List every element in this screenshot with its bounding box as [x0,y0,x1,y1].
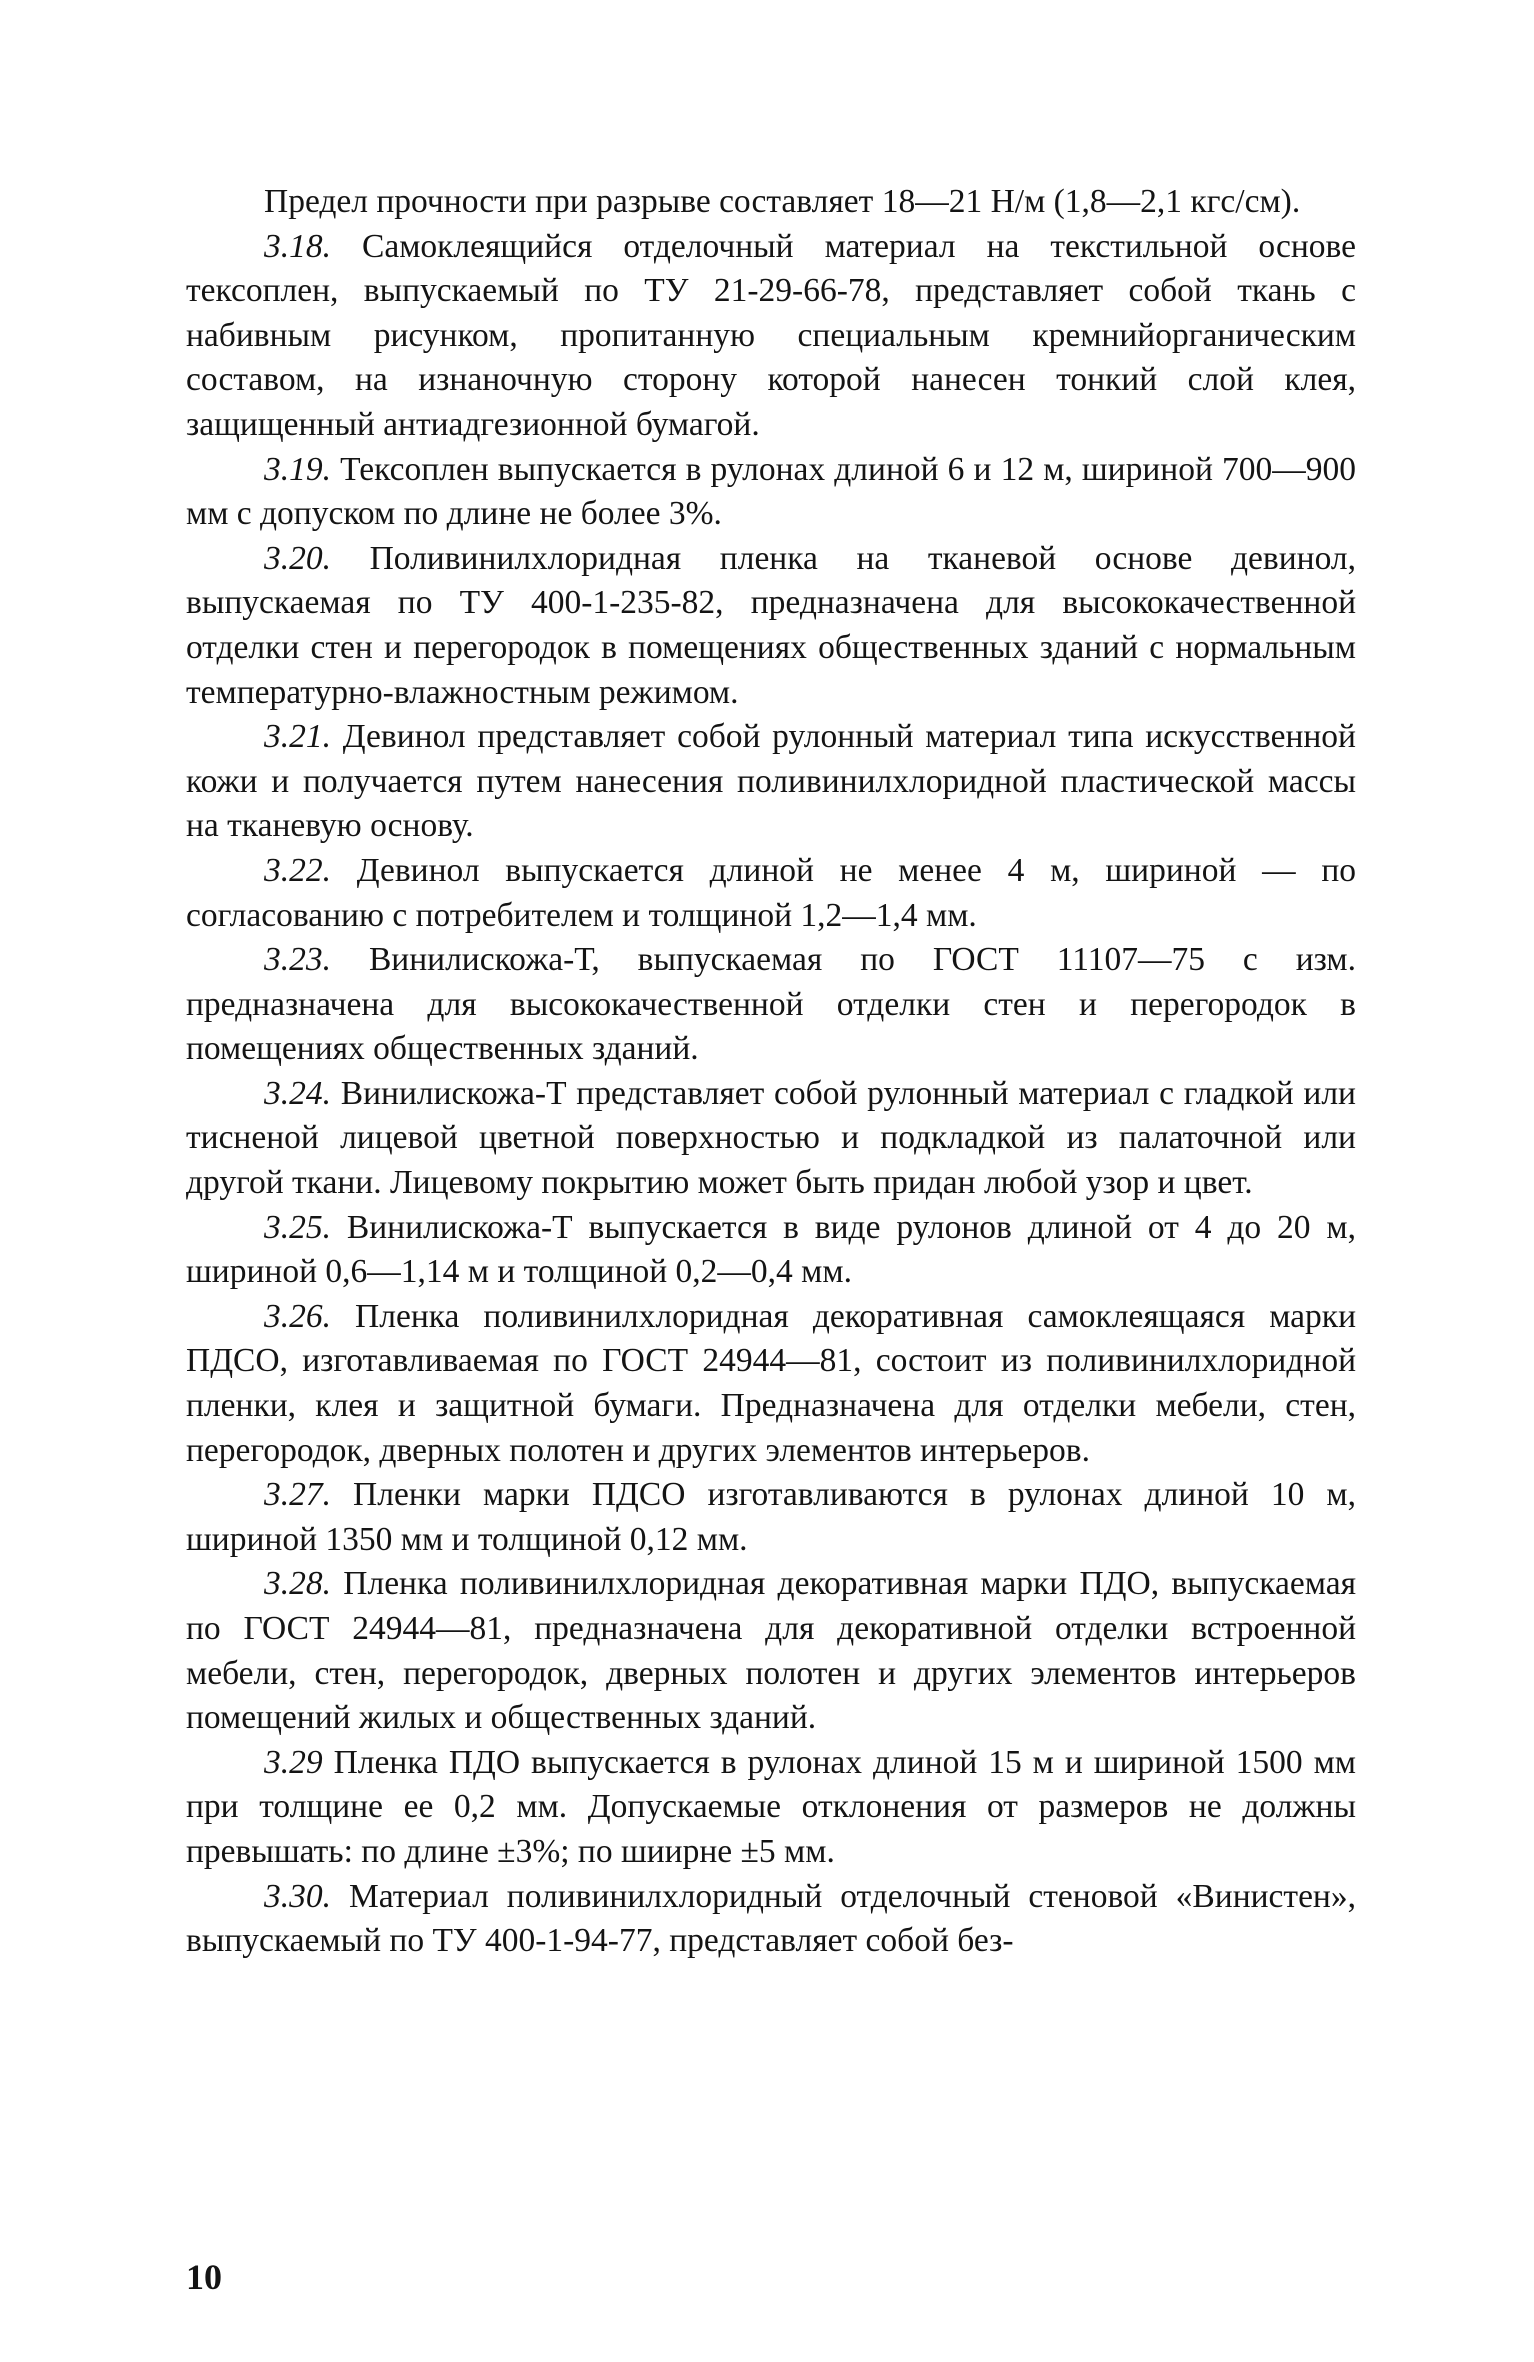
clause-number: 3.27. [264,1476,331,1514]
paragraph-3-22 [186,849,1356,938]
clause-number: 3.21. [264,718,331,756]
clause-number: 3.29 [264,1743,323,1781]
clause-number: 3.28. [264,1565,331,1603]
paragraph-text: Винилискожа-Т, выпускаемая по ГОСТ 11107—75 с изм. предназначена для высококачественной отделки стен и перегородок в помещениях общественных зданий. [186,941,1356,1068]
clause-number: 3.19. [264,450,331,488]
paragraph-text: Девинол выпускается длиной не менее 4 м, шириной — по согласованию с потребителем и толщиной 1,2—1,4 мм. [186,851,1356,934]
paragraph-intro [186,180,1356,225]
clause-number: 3.24. [264,1074,331,1112]
paragraph-text: Пленки марки ПДСО изготавливаются в рулонах длиной 10 м, шириной 1350 мм и толщиной 0,12 мм. [186,1476,1356,1558]
paragraph-3-18 [186,225,1356,448]
paragraph-3-29 [186,1741,1356,1875]
paragraph-text: Пленка ПДО выпускается в рулонах длиной 15 м и шириной 1500 мм при толщине ее 0,2 мм. Допускаемые отклонения от размеров не должны превышать: по длине ±3%; по шиирне ±5 мм. [186,1743,1356,1870]
page-number: 10 [186,2257,222,2297]
paragraph-3-24 [186,1072,1356,1206]
clause-number: 3.23. [264,941,331,979]
paragraph-text: Винилискожа-Т выпускается в виде рулонов длиной от 4 до 20 м, шириной 0,6—1,14 м и толщиной 0,2—0,4 мм. [186,1208,1356,1291]
paragraph-3-23 [186,938,1356,1072]
paragraph-text: Тексоплен выпускается в рулонах длиной 6 и 12 м, шириной 700—900 мм с допуском по длине не более 3%. [186,450,1356,533]
clause-number: 3.25. [264,1208,331,1246]
paragraph-text: Пленка поливинилхлоридная декоративная самоклеящаяся марки ПДСО, изготавливаемая по ГОСТ 24944—81, состоит из поливинилхлоридной пленки, клея и защитной бумаги. Предназначена для отделки мебели, стен, перегородок, дверных полотен и других элементов интерьеров. [186,1297,1356,1469]
paragraph-text: Девинол представляет собой рулонный материал типа искусственной кожи и получается путем нанесения поливинилхлоридной пластической массы на тканевую основу. [186,718,1356,845]
paragraph-3-26 [186,1295,1356,1473]
clause-number: 3.18. [264,227,331,265]
paragraph-text: Материал поливинилхлоридный отделочный стеновой «Винистен», выпускаемый по ТУ 400-1-94-77, представляет собой без- [186,1877,1356,1960]
paragraph-3-27 [186,1473,1356,1562]
paragraph-text: Пленка поливинилхлоридная декоративная марки ПДО, выпускаемая по ГОСТ 24944—81, предназначена для декоративной отделки встроенной мебели, стен, перегородок, дверных полотен и других элементов интерьеров помещений жилых и общественных зданий. [186,1565,1356,1737]
paragraph-3-30 [186,1875,1356,1964]
clause-number: 3.30. [264,1877,331,1915]
clause-number: 3.20. [264,539,331,577]
document-page [186,180,1356,1964]
paragraph-text: Самоклеящийся отделочный материал на текстильной основе тексоплен, выпускаемый по ТУ 21-29-66-78, представляет собой ткань с набивным рисунком, пропитанную специальным кремнийорганическим составом, на изнаночную сторону которой нанесен тонкий слой клея, защищенный антиадгезионной бумагой. [186,227,1356,443]
paragraph-3-25 [186,1206,1356,1295]
clause-number: 3.22. [264,851,331,889]
clause-number: 3.26. [264,1297,331,1335]
paragraph-3-19 [186,448,1356,537]
paragraph-3-28 [186,1562,1356,1740]
paragraph-text: Винилискожа-Т представляет собой рулонный материал с гладкой или тисненой лицевой цветной поверхностью и подкладкой из палаточной или другой ткани. Лицевому покрытию может быть придан любой узор и цвет. [186,1074,1356,1202]
paragraph-text: Поливинилхлоридная пленка на тканевой основе девинол, выпускаемая по ТУ 400-1-235-82, предназначена для высококачественной отделки стен и перегородок в помещениях общественных зданий с нормальным температурно-влажностным режимом. [186,539,1356,711]
paragraph-text: Предел прочности при разрыве составляет 18—21 Н/м (1,8—2,1 кгс/см). [264,183,1301,220]
paragraph-3-20 [186,537,1356,715]
paragraph-3-21 [186,715,1356,849]
